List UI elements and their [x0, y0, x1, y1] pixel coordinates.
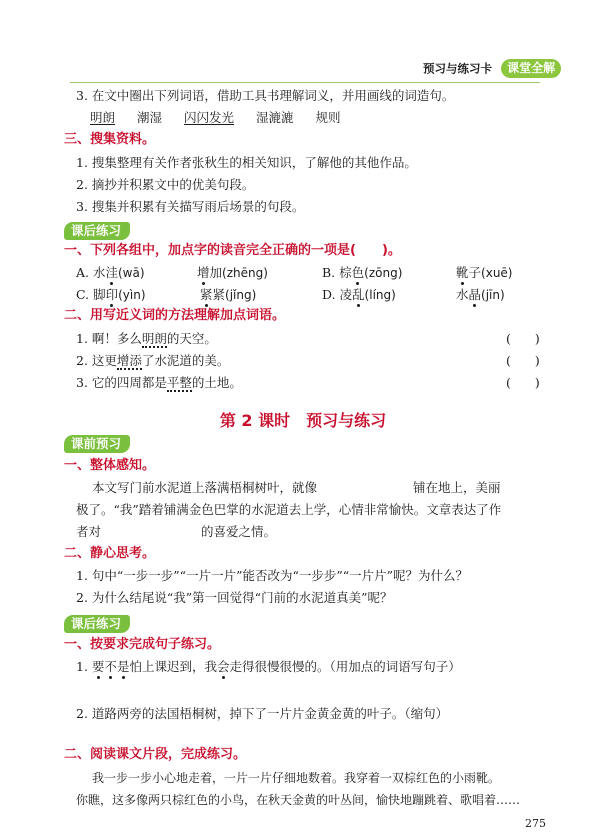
dotted-char: 紧	[200, 287, 213, 302]
answer-paren[interactable]	[506, 375, 540, 391]
paren-open: (	[506, 331, 511, 346]
dotted-char: 靴	[456, 265, 469, 280]
dotted-char: 要	[91, 659, 105, 674]
dotted-char: 不	[104, 659, 117, 674]
word-list	[90, 110, 340, 126]
option-text: C. 脚	[76, 287, 106, 302]
option-text: 水	[456, 287, 469, 302]
option-item	[456, 287, 505, 303]
section-title: 一、按要求完成句子练习。	[64, 637, 221, 652]
option-item	[76, 265, 145, 281]
header-badge: 课堂全解	[501, 59, 561, 78]
question-text: 走得很慢很慢的。（用加点的词语写句子）	[229, 659, 461, 674]
section-title: 二、阅读课文片段，完成练习。	[64, 747, 247, 762]
pinyin: (líng)	[364, 288, 396, 302]
section-banner	[64, 613, 130, 633]
paragraph-line: 极了。“我”踏着铺满金色巴掌的水泥道去上学，心情非常愉快。文章表达了作	[76, 502, 502, 517]
option-text: A. 水	[76, 265, 106, 280]
question-text: 1.	[76, 659, 92, 674]
section-title: 二、静心思考。	[64, 546, 156, 561]
dotted-char: 增	[197, 265, 210, 280]
q3-instruction: 3. 在文中圈出下列词语，借助工具书理解词义，并用画线的词造句。	[76, 88, 455, 103]
reading-line: 你瞧，这多像两只棕红色的小鸟，在秋天金黄的叶丛间，愉快地蹦跳着、歌唱着……	[76, 793, 521, 807]
dotted-char: 是	[116, 659, 130, 674]
question-text: 2. 这更	[76, 353, 117, 368]
pinyin: (wā)	[118, 266, 145, 280]
paren-open: (	[506, 375, 511, 390]
header-rule	[70, 82, 540, 83]
option-text: D. 凌	[322, 287, 353, 302]
option-item	[197, 265, 268, 281]
option-text: 子	[468, 265, 482, 280]
pinyin: (xuē)	[481, 266, 513, 280]
answer-paren[interactable]	[506, 331, 540, 347]
word-item: 湿漉漉	[255, 110, 294, 125]
question-item	[76, 353, 229, 369]
paragraph-text: 本文写门前水泥道上落满梧桐树叶，就像	[92, 480, 318, 495]
banner-label: 课后练习	[64, 222, 130, 240]
pinyin: (jǐng)	[225, 288, 257, 302]
word-item: 规则	[315, 110, 341, 125]
option-item	[322, 287, 396, 303]
paragraph-text: 者对	[76, 524, 102, 539]
dotted-char: 乱	[352, 287, 365, 302]
question-text: 3. 它的四周都是	[76, 375, 167, 390]
section-title: 一、整体感知。	[64, 458, 156, 473]
paragraph-text: 的喜爱之情。	[201, 524, 277, 539]
paren-open: (	[506, 353, 511, 368]
dotted-char: 色	[351, 265, 365, 280]
section-banner	[64, 433, 130, 453]
reading-line: 我一步一步小心地走着，一片一片仔细地数着。我穿着一双棕红色的小雨靴。	[92, 771, 501, 785]
question-item: 2. 为什么结尾说“我”第一回觉得“门前的水泥道真美”呢？	[76, 590, 393, 605]
paragraph-line	[92, 480, 501, 496]
paragraph-text: 铺在地上，美丽	[413, 480, 501, 495]
question-item: 1. 句中“一步一步”“一片一片”能否改为“一步步”“一片片”呢？为什么？	[76, 568, 469, 583]
word-item: 闪闪发光	[183, 110, 234, 125]
list-item: 3. 搜集并积累有关描写雨后场景的句段。	[76, 199, 305, 214]
pinyin: (zōng)	[364, 266, 403, 280]
pinyin: (yìn)	[118, 288, 146, 302]
banner-label: 课前预习	[64, 435, 130, 453]
paragraph-line	[76, 524, 276, 540]
question-item	[76, 659, 461, 675]
page-number: 275	[525, 817, 546, 830]
paren-close: )	[534, 331, 540, 346]
dotted-word: 增添	[116, 353, 142, 368]
question-item	[76, 331, 217, 347]
section-banner	[64, 220, 130, 240]
question-text: 的天空。	[166, 331, 217, 346]
section-title: 二、用写近义词的方法理解加点词语。	[64, 308, 286, 323]
option-item	[76, 287, 146, 303]
lesson-title: 第 2 课时 预习与练习	[219, 411, 387, 430]
option-text: 加	[209, 265, 223, 280]
page-header	[423, 58, 561, 80]
answer-paren[interactable]	[506, 353, 540, 369]
section-title	[64, 243, 401, 259]
question-text: 1. 啊！多么	[76, 331, 142, 346]
dotted-char: 印	[105, 287, 119, 302]
dotted-char: 会	[216, 659, 230, 674]
question-text: 的土地。	[191, 375, 242, 390]
option-item	[456, 265, 512, 281]
dotted-char: 洼	[105, 265, 118, 280]
word-item: 潮湿	[136, 110, 162, 125]
question-item	[76, 375, 242, 391]
section-title-part: 一、下列各组中，加点字的读音完全正确的一项是(	[64, 243, 356, 258]
list-item: 2. 摘抄并积累文中的优美句段。	[76, 177, 255, 192]
pinyin: (jīn)	[481, 288, 505, 302]
dotted-word: 平整	[166, 375, 192, 390]
option-text: 紧	[212, 287, 226, 302]
word-item: 明朗	[90, 110, 116, 125]
section-title-part: )。	[381, 243, 401, 258]
option-item	[200, 287, 256, 303]
option-text: B. 棕	[322, 265, 352, 280]
pinyin: (zhēng)	[222, 266, 268, 280]
paren-close: )	[534, 353, 540, 368]
question-item: 2. 道路两旁的法国梧桐树，掉下了一片片金黄金黄的叶子。（缩句）	[76, 706, 449, 721]
header-title: 预习与练习卡	[423, 61, 492, 76]
question-text: 怕上课迟到，我	[129, 659, 217, 674]
list-item: 1. 搜集整理有关作者张秋生的相关知识，了解他的其他作品。	[76, 155, 417, 170]
question-text: 了水泥道的美。	[141, 353, 230, 368]
section-title: 三、搜集资料。	[64, 132, 156, 147]
dotted-char: 晶	[468, 287, 482, 302]
option-item	[322, 265, 402, 281]
banner-label: 课后练习	[64, 615, 130, 633]
paren-close: )	[534, 375, 540, 390]
dotted-word: 明朗	[141, 331, 167, 346]
